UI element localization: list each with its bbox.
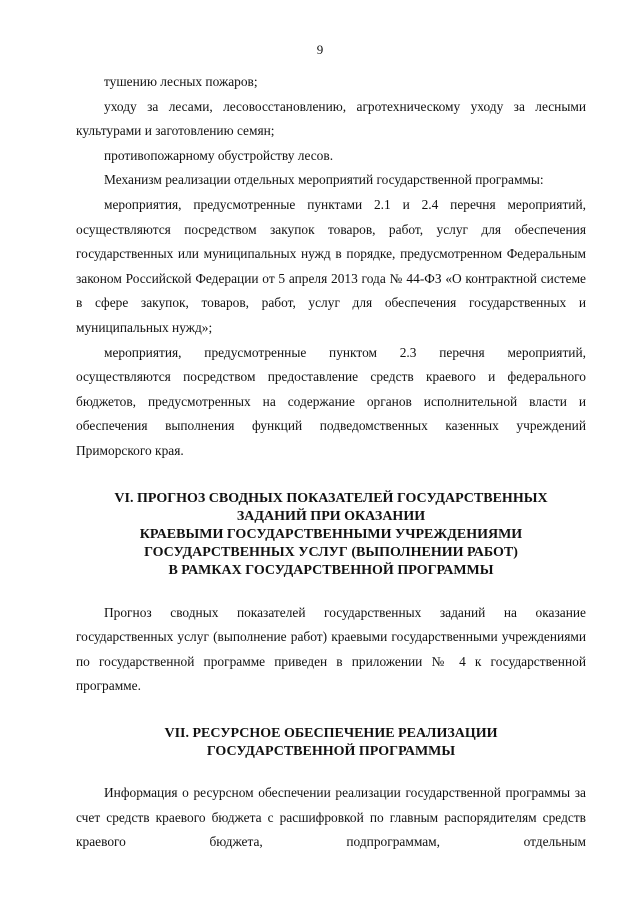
paragraph-fire-prevention: противопожарному обустройству лесов. [104,147,334,163]
spacer [76,761,586,781]
section-7-heading [76,725,586,761]
section-6-heading-line: В РАМКАХ ГОСУДАРСТВЕННОЙ ПРОГРАММЫ [168,563,494,579]
section-6-heading-line: ГОСУДАРСТВЕННЫХ УСЛУГ (ВЫПОЛНЕНИИ РАБОТ) [144,545,518,561]
section-7-heading-line: VII. РЕСУРСНОЕ ОБЕСПЕЧЕНИЕ РЕАЛИЗАЦИИ [164,725,498,741]
spacer [76,581,586,601]
section-6-heading [76,490,586,581]
section-7-heading-line: ГОСУДАРСТВЕННОЙ ПРОГРАММЫ [206,744,456,760]
paragraph-forest-care: уходу за лесами, лесовосстановлению, агротехническому уходу за лесными культурами и заготовлению семян; [76,98,586,139]
paragraph-mechanism: Механизм реализации отдельных мероприятий государственной программы: [104,172,544,188]
section-6-heading-line: КРАЕВЫМИ ГОСУДАРСТВЕННЫМИ УЧРЕЖДЕНИЯМИ [139,526,523,542]
paragraph-measures-budget: мероприятия, предусмотренные пунктом 2.3 перечня мероприятий, осуществляются посредством предоставление средств краевого и федерального бюджетов, предусмотренных на содержание органов исполнительной власти и обеспечения выполнения функций подведомственных казенных учреждений Приморского края. [76,344,586,458]
section-6-heading-line: ЗАДАНИЙ ПРИ ОКАЗАНИИ [236,508,426,524]
section-7-paragraph: Информация о ресурсном обеспечении реализации государственной программы за счет средств краевого бюджета с расшифровкой по главным распорядителям средств краевого бюджета, подпрограммам, отдельным [76,785,586,850]
page-number: 9 [316,42,324,57]
document-body [76,70,586,855]
paragraph-forest-fires: тушению лесных пожаров; [104,74,258,89]
spacer [76,464,586,490]
section-6-paragraph: Прогноз сводных показателей государственных заданий на оказание государственных услуг (выполнение работ) краевыми государственными учреждениями по государственной программе приведен в приложении № 4 к государственной программе. [76,604,586,694]
spacer [76,699,586,725]
section-6-heading-line: VI. ПРОГНОЗ СВОДНЫХ ПОКАЗАТЕЛЕЙ ГОСУДАРСТВЕННЫХ [114,490,548,506]
paragraph-measures-procurement: мероприятия, предусмотренные пунктами 2.1 и 2.4 перечня мероприятий, осуществляются посредством закупок товаров, работ, услуг для обеспечения государственных или муниципальных нужд в порядке, предусмотренном Федеральным законом Российской Федерации от 5 апреля 2013 года № 44-ФЗ «О контрактной системе в сфере закупок, товаров, работ, услуг для обеспечения государственных и муниципальных нужд»; [76,196,586,335]
